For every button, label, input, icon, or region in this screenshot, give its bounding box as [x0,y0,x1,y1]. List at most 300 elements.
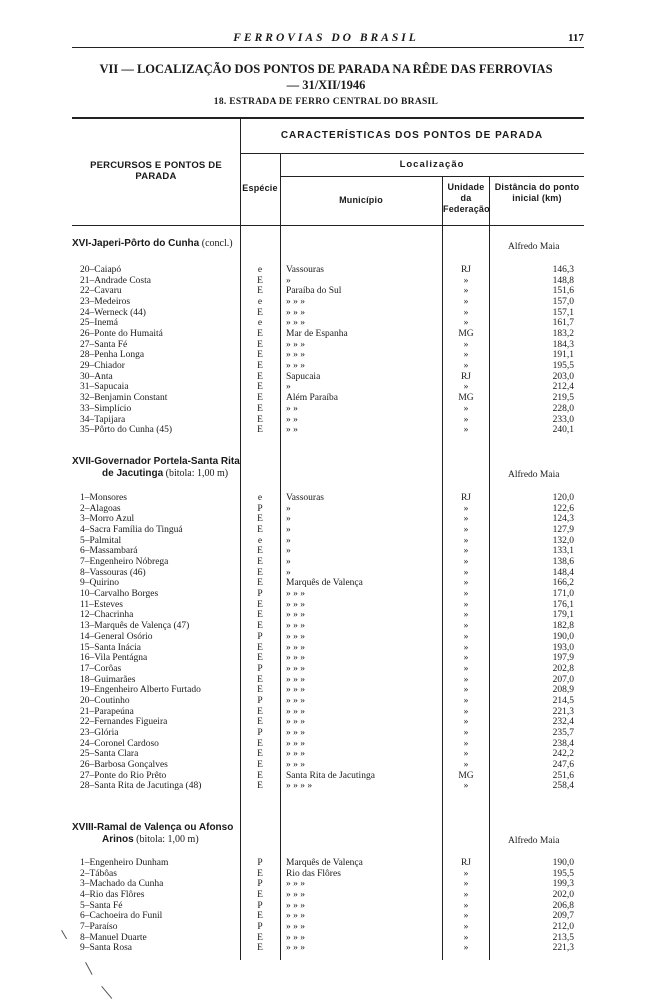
table-date: — 31/XII/1946 [286,78,366,92]
table-row [0,425,652,436]
distance-km: 209,7 [552,911,574,921]
table-row [0,525,652,536]
station-type: P [257,922,263,932]
section-title [72,456,240,480]
table-row [0,557,652,568]
table-row [0,685,652,696]
station-type: E [257,546,263,556]
station-type: E [257,286,263,296]
section-reference: Alfredo Maia [508,470,560,480]
federation-unit: » [463,536,469,546]
municipality: » » » [286,600,305,610]
station-name: 15–Santa Inácia [80,643,141,653]
running-title: FERROVIAS DO BRASIL [233,32,419,44]
station-type: E [257,578,263,588]
station-type: E [257,653,263,663]
federation-unit: » [463,653,469,663]
station-type: E [257,382,263,392]
station-type: E [257,869,263,879]
municipality: Vassouras [286,265,324,275]
distance-km: 146,3 [552,265,574,275]
municipality: » [286,536,291,546]
federation-unit: » [463,643,469,653]
section-title-cont: Arinos [102,834,134,845]
distance-km: 191,1 [552,350,574,360]
distance-km: 122,6 [552,504,574,514]
station-type: E [257,771,263,781]
table-row [0,781,652,792]
distance-km: 258,4 [552,781,574,791]
municipality: » » » [286,675,305,685]
municipality: » [286,504,291,514]
federation-unit: » [463,589,469,599]
station-type: E [257,943,263,953]
federation-unit: » [463,504,469,514]
distance-km: 157,0 [552,297,574,307]
page-number: 117 [568,32,584,44]
table-row [0,350,652,361]
station-name: 5–Santa Fé [80,901,123,911]
distance-km: 138,6 [552,557,574,567]
station-type: e [257,297,263,307]
municipality: » » » [286,610,305,620]
distance-km: 124,3 [552,514,574,524]
station-name: 14–General Osório [80,632,153,642]
station-type: E [257,404,263,414]
section-title-cont: de Jacutinga [102,468,164,479]
distance-km: 127,9 [552,525,574,535]
header-percursos: PERCURSOS E PONTOS DE PARADA [90,160,222,182]
federation-unit: » [463,546,469,556]
table-row [0,578,652,589]
table-top-rule [72,117,584,119]
federation-unit: » [463,685,469,695]
municipality: Marquês de Valença [286,578,363,588]
federation-unit: RJ [460,372,472,382]
railway-name: 18. ESTRADA DE FERRO CENTRAL DO BRASIL [213,97,439,107]
section-title-main: XVIII-Ramal de Valença ou Afonso [72,822,234,833]
station-type: P [257,879,263,889]
table-row [0,361,652,372]
station-name: 1–Engenheiro Dunham [80,858,169,868]
distance-km: 235,7 [552,728,574,738]
header-rule [72,47,584,48]
municipality: » » » [286,707,305,717]
station-name: 4–Sacra Família do Tinguá [80,525,183,535]
table-row [0,610,652,621]
table-row [0,546,652,557]
federation-unit: » [463,739,469,749]
municipality: » » » [286,933,305,943]
station-type: e [257,493,263,503]
margin-mark [85,962,92,975]
federation-unit: » [463,696,469,706]
table-row [0,297,652,308]
distance-km: 242,2 [552,749,574,759]
station-name: 6–Massambará [80,546,138,556]
federation-unit: » [463,382,469,392]
station-type: E [257,361,263,371]
federation-unit: » [463,514,469,524]
distance-km: 212,4 [552,382,574,392]
federation-unit: » [463,664,469,674]
station-type: E [257,393,263,403]
margin-mark [101,986,112,999]
table-row [0,514,652,525]
distance-km: 132,0 [552,536,574,546]
federation-unit: » [463,781,469,791]
federation-unit: » [463,361,469,371]
station-type: E [257,372,263,382]
federation-unit: » [463,675,469,685]
municipality: » » » [286,943,305,953]
table-row [0,717,652,728]
municipality: » » » [286,297,305,307]
table-row [0,404,652,415]
station-name: 32–Benjamin Constant [80,393,168,403]
station-name: 24–Coronel Cardoso [80,739,159,749]
section-title-gauge: (bitola: 1,00 m) [133,834,199,845]
station-type: E [257,557,263,567]
table-row [0,589,652,600]
distance-km: 202,0 [552,890,574,900]
distance-km: 212,0 [552,922,574,932]
station-type: E [257,643,263,653]
municipality: Além Paraíba [286,393,338,403]
section-reference: Alfredo Maia [508,242,560,252]
station-type: E [257,600,263,610]
station-type: P [257,901,263,911]
distance-km: 232,4 [552,717,574,727]
station-name: 22–Fernandes Figueira [80,717,168,727]
station-name: 4–Rio das Flôres [80,890,145,900]
federation-unit: » [463,286,469,296]
distance-km: 228,0 [552,404,574,414]
municipality: Rio das Flôres [286,869,341,879]
distance-km: 202,8 [552,664,574,674]
station-name: 13–Marquês de Valença (47) [80,621,190,631]
station-name: 33–Simplício [80,404,132,414]
table-row [0,286,652,297]
municipality: » » » [286,318,305,328]
federation-unit: » [463,600,469,610]
station-name: 27–Santa Fé [80,340,128,350]
table-row [0,621,652,632]
municipality: » » [286,404,298,414]
station-type: P [257,858,263,868]
station-name: 34–Tapijara [80,415,126,425]
station-type: E [257,415,263,425]
distance-km: 213,5 [552,933,574,943]
distance-km: 193,0 [552,643,574,653]
federation-unit: RJ [460,265,472,275]
station-type: P [257,728,263,738]
federation-unit: » [463,318,469,328]
distance-km: 233,0 [552,415,574,425]
federation-unit: » [463,525,469,535]
distance-km: 148,8 [552,276,574,286]
municipality: » » » [286,361,305,371]
station-type: E [257,911,263,921]
distance-km: 208,9 [552,685,574,695]
municipality: » » » [286,632,305,642]
station-name: 35–Pôrto do Cunha (45) [80,425,173,435]
station-type: E [257,675,263,685]
station-type: P [257,589,263,599]
municipality: » » » [286,760,305,770]
station-name: 31–Sapucaia [80,382,129,392]
station-name: 28–Penha Longa [80,350,145,360]
distance-km: 120,0 [552,493,574,503]
section-title-note: (concl.) [199,238,233,249]
municipality: » [286,557,291,567]
table-row [0,749,652,760]
localizacao-rule [280,176,584,177]
station-type: E [257,890,263,900]
station-type: E [257,610,263,620]
header-bottom-rule [72,225,584,226]
station-name: 6–Cachoeira do Funil [80,911,163,921]
station-name: 25–Inemá [80,318,118,328]
distance-km: 183,2 [552,329,574,339]
distance-km: 221,3 [552,707,574,717]
municipality: » » » [286,350,305,360]
municipality: Paraíba do Sul [286,286,342,296]
station-type: E [257,739,263,749]
distance-km: 157,1 [552,308,574,318]
municipality: Mar de Espanha [286,329,348,339]
municipality: Vassouras [286,493,324,503]
station-type: e [257,536,263,546]
station-type: E [257,685,263,695]
station-name: 8–Manuel Duarte [80,933,147,943]
federation-unit: » [463,297,469,307]
municipality: » » » [286,911,305,921]
distance-km: 148,4 [552,568,574,578]
station-name: 22–Cavaru [80,286,122,296]
table-row [0,632,652,643]
table-row [0,696,652,707]
federation-unit: » [463,760,469,770]
distance-km: 195,5 [552,361,574,371]
station-name: 11–Esteves [80,600,123,610]
municipality: » » » » [286,781,313,791]
table-row [0,318,652,329]
station-type: E [257,308,263,318]
federation-unit: » [463,890,469,900]
header-unidade: Unidade da Federação [443,182,490,214]
section-title-main: XVI-Japeri-Pôrto do Cunha [72,238,200,249]
table-row [0,858,652,869]
section-reference: Alfredo Maia [508,836,560,846]
municipality: » [286,382,291,392]
header-especie: Espécie [242,183,278,193]
table-row [0,911,652,922]
distance-km: 171,0 [552,589,574,599]
table-row [0,664,652,675]
distance-km: 166,2 [552,578,574,588]
station-name: 2–Alagoas [80,504,121,514]
municipality: » » » [286,879,305,889]
header-distancia: Distância do ponto inicial (km) [494,182,580,203]
table-row [0,760,652,771]
station-name: 19–Engenheiro Alberto Furtado [80,685,201,695]
station-name: 16–Vila Pentágna [80,653,148,663]
table-row [0,728,652,739]
station-type: E [257,514,263,524]
municipality: » » » [286,696,305,706]
municipality: » » [286,415,298,425]
station-type: E [257,749,263,759]
federation-unit: MG [458,329,474,339]
station-name: 3–Morro Azul [80,514,135,524]
station-name: 23–Medeiros [80,297,131,307]
federation-unit: » [463,749,469,759]
table-row [0,329,652,340]
municipality: » [286,276,291,286]
station-type: E [257,568,263,578]
distance-km: 207,0 [552,675,574,685]
federation-unit: » [463,707,469,717]
station-name: 30–Anta [80,372,113,382]
municipality: » [286,525,291,535]
station-name: 24–Werneck (44) [80,308,146,318]
federation-unit: » [463,425,469,435]
station-type: E [257,717,263,727]
federation-unit: » [463,557,469,567]
distance-km: 161,7 [552,318,574,328]
federation-unit: RJ [460,858,472,868]
station-type: P [257,664,263,674]
section-title-gauge: (bitola: 1,00 m) [163,468,229,479]
distance-km: 184,3 [552,340,574,350]
distance-km: 206,8 [552,901,574,911]
federation-unit: » [463,404,469,414]
federation-unit: » [463,578,469,588]
federation-unit: » [463,340,469,350]
distance-km: 203,0 [552,372,574,382]
distance-km: 151,6 [552,286,574,296]
station-type: E [257,781,263,791]
federation-unit: » [463,276,469,286]
distance-km: 133,1 [552,546,574,556]
federation-unit: » [463,415,469,425]
municipality: Santa Rita de Jacutinga [286,771,375,781]
section-title-main: XVII-Governador Portela-Santa Rita [72,456,240,467]
federation-unit: » [463,869,469,879]
federation-unit: » [463,308,469,318]
distance-km: 190,0 [552,632,574,642]
distance-km: 219,5 [552,393,574,403]
table-row [0,393,652,404]
municipality: » » » [286,643,305,653]
station-name: 23–Glória [80,728,119,738]
municipality: » » » [286,717,305,727]
municipality: » » » [286,728,305,738]
station-type: E [257,525,263,535]
station-name: 9–Santa Rosa [80,943,132,953]
station-name: 3–Machado da Cunha [80,879,164,889]
municipality: » » » [286,664,305,674]
table-row [0,265,652,276]
municipality: » » » [286,922,305,932]
header-municipio: Município [339,195,383,205]
station-name: 27–Ponte do Rio Prêto [80,771,167,781]
distance-km: 195,5 [552,869,574,879]
federation-unit: MG [458,393,474,403]
table-row [0,879,652,890]
table-row [0,922,652,933]
federation-unit: » [463,933,469,943]
station-name: 29–Chiador [80,361,125,371]
station-name: 21–Andrade Costa [80,276,151,286]
table-row [0,382,652,393]
federation-unit: » [463,879,469,889]
section-title [72,822,233,846]
station-type: e [257,265,263,275]
distance-km: 199,3 [552,879,574,889]
station-name: 5–Palmital [80,536,122,546]
station-name: 26–Barbosa Gonçalves [80,760,168,770]
distance-km: 182,8 [552,621,574,631]
federation-unit: » [463,568,469,578]
distance-km: 176,1 [552,600,574,610]
municipality: » » » [286,890,305,900]
municipality: » » » [286,901,305,911]
station-name: 7–Paraíso [80,922,118,932]
federation-unit: » [463,728,469,738]
station-name: 20–Coutinho [80,696,130,706]
station-type: E [257,760,263,770]
station-name: 21–Parapeúna [80,707,134,717]
municipality: » » [286,425,298,435]
table-title: VII — LOCALIZAÇÃO DOS PONTOS DE PARADA NA RÊDE DAS FERROVIAS [99,62,553,76]
federation-unit: MG [458,771,474,781]
distance-km: 179,1 [552,610,574,620]
distance-km: 190,0 [552,858,574,868]
station-type: P [257,696,263,706]
station-type: P [257,632,263,642]
station-name: 1–Monsores [80,493,127,503]
municipality: » [286,568,291,578]
table-row [0,890,652,901]
municipality: » » » [286,621,305,631]
station-type: E [257,276,263,286]
municipality: Marquês de Valença [286,858,363,868]
municipality: » » » [286,340,305,350]
federation-unit: » [463,632,469,642]
municipality: » » » [286,653,305,663]
distance-km: 247,6 [552,760,574,770]
header-localizacao: Localização [399,159,465,170]
federation-unit: » [463,717,469,727]
table-row [0,653,652,664]
federation-unit: » [463,901,469,911]
char-rule [240,153,584,154]
station-type: E [257,340,263,350]
municipality: » » » [286,308,305,318]
federation-unit: » [463,911,469,921]
station-name: 2–Tábôas [80,869,117,879]
distance-km: 251,6 [552,771,574,781]
distance-km: 240,1 [552,425,574,435]
municipality: » [286,546,291,556]
section-title [72,238,233,250]
municipality: » [286,514,291,524]
station-name: 17–Corôas [80,664,122,674]
station-name: 26–Ponte do Humaitá [80,329,163,339]
municipality: » » » [286,749,305,759]
